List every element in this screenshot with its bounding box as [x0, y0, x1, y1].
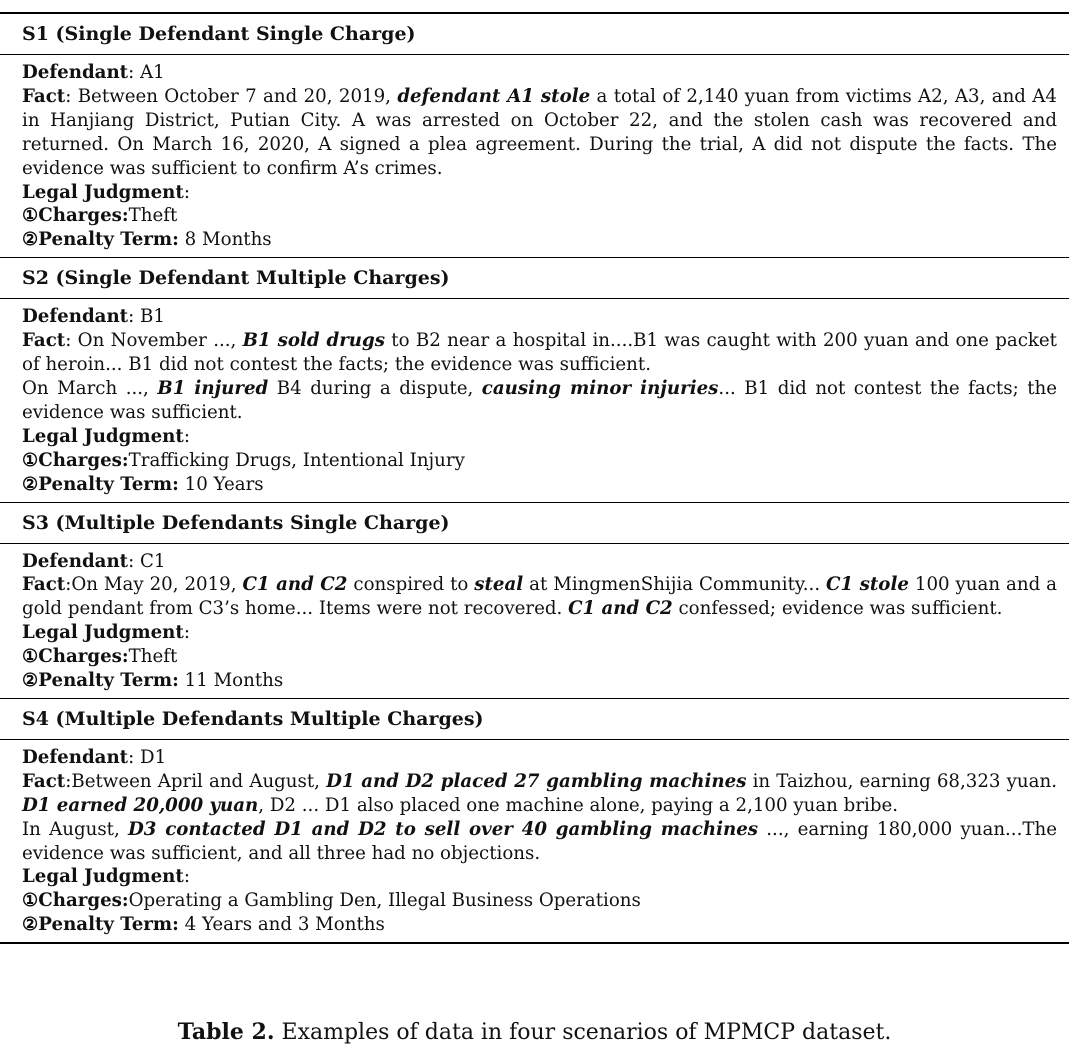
judgment-label: Legal Judgment [22, 866, 184, 888]
defendant-label: Defendant [22, 306, 129, 328]
defendant-value: D1 [140, 746, 167, 768]
defendant-value: A1 [140, 62, 165, 83]
penalty-line [22, 228, 1057, 252]
fact-text: 100 yuan and a gold pendant from C3’s home... Items were not recovered. [22, 574, 1058, 620]
fact-text: In August, [22, 818, 128, 840]
charges-line [22, 645, 1057, 669]
defendant-line: Defendant: B1 [22, 306, 165, 328]
judgment-line: Legal Judgment: [22, 181, 190, 203]
fact-emphasis: C1 and C2 [568, 598, 673, 620]
scenario-title-s2: S2 (Single Defendant Multiple Charges) [22, 267, 450, 290]
fact-emphasis: causing minor injuries [481, 377, 719, 399]
charges-value: Trafficking Drugs, Intentional Injury [128, 449, 465, 471]
judgment-label: Legal Judgment [22, 622, 184, 644]
penalty-label: ②Penalty Term: [22, 473, 179, 495]
judgment-line: Legal Judgment: [22, 425, 190, 447]
charges-line [22, 449, 1057, 473]
fact-emphasis: D3 contacted D1 and D2 to sell over 40 gambling machines [128, 818, 759, 840]
fact-emphasis: steal [474, 574, 524, 596]
defendant-label: Defendant [22, 746, 129, 768]
fact-emphasis: B1 sold drugs [242, 330, 385, 352]
fact-text: Between October 7 and 20, 2019, [77, 85, 398, 107]
scenario-title-s4: S4 (Multiple Defendants Multiple Charges) [22, 707, 484, 730]
fact-label: Fact [22, 574, 66, 596]
judgment-label: Legal Judgment [22, 181, 184, 203]
charges-line [22, 204, 1057, 228]
fact-emphasis: B1 injured [157, 377, 269, 399]
fact-text: conspired to [347, 574, 475, 596]
fact-text: at MingmenShijia Community... [523, 574, 827, 596]
fact-emphasis: C1 and C2 [242, 574, 348, 596]
scenario-body-s3 [0, 544, 1069, 698]
fact-text: , D2 ... D1 also placed one machine alone, paying a 2,100 yuan bribe. [258, 794, 899, 816]
scenario-body-s1 [0, 55, 1069, 257]
scenario-table [0, 12, 1069, 944]
judgment-line: Legal Judgment: [22, 622, 190, 644]
penalty-label: ②Penalty Term: [22, 914, 179, 936]
penalty-value: 10 Years [184, 473, 264, 495]
fact-text: On May 20, 2019, [71, 574, 243, 596]
defendant-value: B1 [140, 306, 165, 328]
penalty-value: 4 Years and 3 Months [184, 914, 385, 936]
fact-label: Fact [22, 770, 66, 792]
penalty-line [22, 669, 1057, 693]
penalty-value: 11 Months [184, 670, 284, 692]
penalty-line [22, 913, 1057, 937]
fact-text: to B2 near a hospital in....B1 was caught with 200 yuan and one packet of heroin... B1 did not contest the facts; the evidence was sufficient. [22, 330, 1057, 376]
fact-label: Fact [22, 85, 66, 107]
fact-text: Between April and August, [71, 770, 327, 792]
charges-label: ①Charges: [22, 890, 129, 912]
fact-emphasis: C1 stole [826, 574, 909, 596]
defendant-value: C1 [140, 550, 166, 572]
table-caption [0, 1019, 1069, 1046]
defendant-line: Defendant: D1 [22, 746, 167, 768]
scenario-body-s4 [0, 740, 1069, 942]
fact-paragraph: Fact:Between April and August, D1 and D2 placed 27 gambling machines in Taizhou, earning 68,323 yuan. D1 earned 20,000 yuan, D2 ... D1 also placed one machine alone, paying a 2,100 yuan bribe. [22, 770, 1057, 816]
judgment-line: Legal Judgment: [22, 866, 190, 888]
charges-value: Theft [128, 646, 178, 668]
fact-emphasis: defendant A1 stole [397, 85, 591, 107]
defendant-label: Defendant [22, 62, 129, 83]
judgment-label: Legal Judgment [22, 425, 184, 447]
scenario-title-s3: S3 (Multiple Defendants Single Charge) [22, 511, 450, 534]
penalty-value: 8 Months [184, 229, 272, 251]
fact-paragraph [22, 818, 1057, 866]
fact-paragraph: Fact: Between October 7 and 20, 2019, defendant A1 stole a total of 2,140 yuan from victims A2, A3, and A4 in Hanjiang District, Putian City. A was arrested on October 22, and the stolen cash was recovered and returned. On March 16, 2020, A signed a plea agreement. During the trial, A did not dispute the facts. The evidence was sufficient to confirm A’s crimes. [22, 85, 1057, 179]
fact-paragraph: Fact:On May 20, 2019, C1 and C2 conspired to steal at MingmenShijia Community... C1 stole 100 yuan and a gold pendant from C3’s home... Items were not recovered. C1 and C2 confessed; evidence was sufficient. [22, 574, 1058, 620]
fact-text: in Taizhou, earning 68,323 yuan. [746, 770, 1057, 792]
penalty-label: ②Penalty Term: [22, 670, 179, 692]
defendant-line: Defendant: C1 [22, 550, 166, 572]
caption-label: Table 2. [177, 1019, 275, 1045]
fact-text: a total of 2,140 yuan from victims A2, A3, and A4 in Hanjiang District, Putian City. A was arrested on October 22, and the stolen cash was recovered and returned. On March 16, 2020, A signed a plea agreement. During the trial, A did not dispute the facts. The evidence was sufficient to confirm A’s crimes. [22, 85, 1057, 179]
fact-text: On November ..., [77, 330, 243, 352]
fact-text: B4 during a dispute, [268, 377, 482, 399]
scenario-body-s2 [0, 299, 1069, 501]
fact-emphasis: D1 and D2 placed 27 gambling machines [326, 770, 747, 792]
charges-line [22, 889, 1057, 913]
fact-emphasis: D1 earned 20,000 yuan [22, 794, 259, 816]
defendant-label: Defendant [22, 550, 129, 572]
fact-text: confessed; evidence was sufficient. [672, 598, 1003, 620]
fact-text: ... B1 did not contest the facts; the evidence was sufficient. [22, 377, 1057, 423]
penalty-label: ②Penalty Term: [22, 229, 179, 251]
row-divider [0, 942, 1069, 944]
charges-value: Theft [128, 205, 178, 227]
defendant-line: Defendant: A1 [22, 62, 165, 83]
penalty-line [22, 473, 1057, 497]
fact-paragraph: Fact: On November ..., B1 sold drugs to B2 near a hospital in....B1 was caught with 200 yuan and one packet of heroin... B1 did not contest the facts; the evidence was sufficient. [22, 330, 1057, 376]
fact-text: ..., earning 180,000 yuan...The evidence was sufficient, and all three had no objections. [22, 818, 1057, 864]
charges-label: ①Charges: [22, 646, 129, 668]
charges-value: Operating a Gambling Den, Illegal Business Operations [128, 890, 641, 912]
fact-paragraph [22, 377, 1057, 425]
charges-label: ①Charges: [22, 449, 129, 471]
charges-label: ①Charges: [22, 205, 129, 227]
caption-text: Examples of data in four scenarios of MPMCP dataset. [281, 1020, 892, 1045]
fact-text: On March ..., [22, 377, 158, 399]
fact-label: Fact [22, 330, 66, 352]
scenario-title-s1: S1 (Single Defendant Single Charge) [22, 23, 416, 45]
